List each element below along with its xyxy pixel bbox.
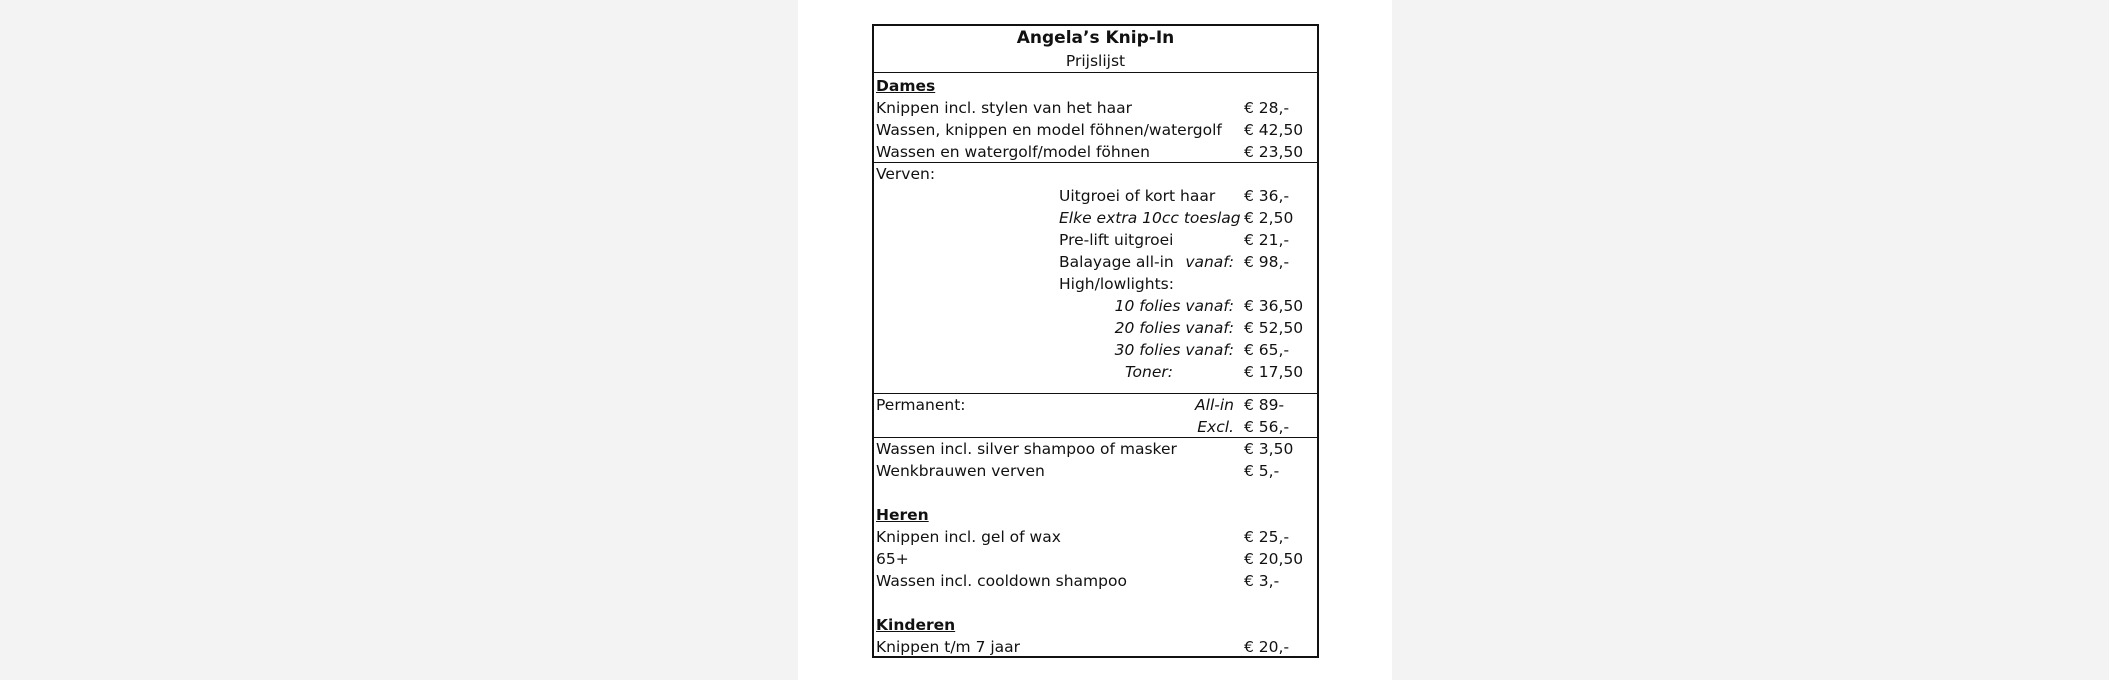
item-label: Toner: [1125, 363, 1173, 381]
item-label: Wassen incl. cooldown shampoo [876, 572, 1127, 590]
divider [872, 162, 1319, 163]
divider [872, 72, 1319, 73]
item-price: € 2,50 [1244, 209, 1294, 227]
item-price: € 36,- [1244, 187, 1290, 205]
page-title: Angela’s Knip-In [1016, 28, 1175, 48]
item-label: 20 folies vanaf: [1114, 319, 1234, 337]
item-label: Balayage all-in [1059, 253, 1174, 271]
item-label: Knippen incl. gel of wax [876, 528, 1061, 546]
item-price: € 65,- [1244, 341, 1290, 359]
section-heading-verven: Verven: [876, 165, 936, 183]
item-price: € 98,- [1244, 253, 1290, 271]
item-label: 30 folies vanaf: [1114, 341, 1234, 359]
item-label: Wenkbrauwen verven [876, 462, 1045, 480]
item-price: € 42,50 [1244, 121, 1304, 139]
item-label: Wassen en watergolf/model föhnen [876, 143, 1150, 161]
item-label: 65+ [876, 550, 909, 568]
item-label: Knippen t/m 7 jaar [876, 638, 1021, 656]
item-price: € 52,50 [1244, 319, 1304, 337]
item-price: € 28,- [1244, 99, 1290, 117]
item-price: € 56,- [1244, 418, 1290, 436]
item-label: All-in [1195, 396, 1234, 414]
item-price: € 17,50 [1244, 363, 1304, 381]
item-price: € 20,- [1244, 638, 1290, 656]
item-price: € 20,50 [1244, 550, 1304, 568]
section-heading-permanent: Permanent: [876, 396, 966, 414]
section-heading-kinderen: Kinderen [876, 616, 956, 634]
item-label: Wassen incl. silver shampoo of masker [876, 440, 1177, 458]
section-heading-heren: Heren [876, 506, 929, 524]
page-subtitle: Prijslijst [1065, 52, 1126, 70]
item-price: € 21,- [1244, 231, 1290, 249]
item-label: Uitgroei of kort haar [1059, 187, 1216, 205]
item-price: € 36,50 [1244, 297, 1304, 315]
item-price: € 5,- [1244, 462, 1280, 480]
item-label: 10 folies vanaf: [1114, 297, 1234, 315]
item-price: € 3,- [1244, 572, 1280, 590]
item-price: € 25,- [1244, 528, 1290, 546]
item-price: € 89- [1244, 396, 1285, 414]
item-label: Wassen, knippen en model föhnen/watergolf [876, 121, 1222, 139]
item-price: € 23,50 [1244, 143, 1304, 161]
item-price: € 3,50 [1244, 440, 1294, 458]
item-label: Pre-lift uitgroei [1059, 231, 1174, 249]
section-heading-dames: Dames [876, 77, 936, 95]
subheading-highlights: High/lowlights: [1059, 275, 1174, 293]
item-label: Knippen incl. stylen van het haar [876, 99, 1132, 117]
item-label: Excl. [1197, 418, 1234, 436]
item-label: Elke extra 10cc toeslag [1059, 209, 1241, 227]
item-qualifier: vanaf: [1185, 253, 1234, 271]
